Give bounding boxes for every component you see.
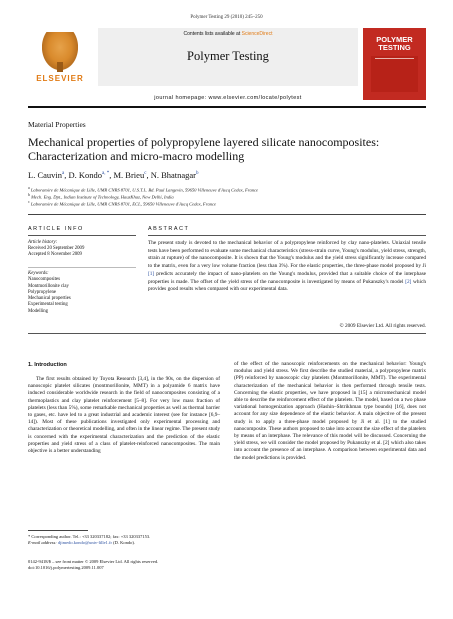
issn-line: 0142-9418/$ – see front matter © 2009 Elsevier Ltd. All rights reserved. — [28, 559, 159, 564]
email-line — [28, 540, 228, 546]
affiliation-sup: c — [28, 200, 30, 204]
abstract-part-1: The present study is devoted to the mechanical behavior of a polypropylene reinforced by clay nano-platelets. Uniaxial tensile tests have been performed to evaluate some mechanical characteristics (stress-strain curve, Young's modulus, yield stress, strength, strain at rupture) of the nanocomposite. It is shown that the Young's modulus and the yield stress significantly increase compared to the matrix, even for a very low volume fraction (less than 3%). For the elastic properties, the three-phase model proposed by Ji — [148, 240, 426, 270]
journal-title: Polymer Testing — [187, 49, 269, 63]
author-name[interactable]: D. Kondo — [68, 170, 103, 180]
author-sup[interactable]: c — [144, 171, 147, 177]
author-sup[interactable]: a — [62, 171, 65, 177]
journal-homepage[interactable]: journal homepage: www.elsevier.com/locate/polytest — [154, 95, 302, 101]
keywords-block — [28, 271, 138, 315]
article-title — [28, 135, 426, 163]
article-info-rule — [28, 235, 136, 236]
abstract-part-2: predicts accurately the impact of nano-platelets on the Young's modulus, provided that a suitable choice of the interphase properties is made. The offset of the yield stress of the nanocomposite is investigated by means of Pukanszky's model — [148, 270, 426, 285]
publisher-logo-text: ELSEVIER — [36, 74, 84, 83]
email-link[interactable]: djimedo.kondo@univ-lille1.fr — [57, 540, 112, 545]
email-label: E-mail address: — [28, 540, 58, 545]
affiliation-text: Laboratoire de Mécanique de Lille, UMR CNRS 8701, ECL, 59650 Villeneuve d'Ascq Cedex, France — [30, 201, 217, 207]
affiliation-sup: b — [28, 193, 30, 197]
article-history — [28, 240, 138, 258]
cover-title — [363, 36, 426, 52]
article-section: Material Properties — [28, 120, 86, 129]
author-sup[interactable]: b — [196, 171, 199, 177]
author-sup[interactable]: a, * — [102, 171, 110, 177]
elsevier-logo[interactable] — [28, 28, 92, 86]
affiliation — [28, 193, 174, 200]
received-date: Received 20 September 2009 — [28, 246, 85, 251]
journal-cover[interactable] — [363, 28, 426, 100]
abstract-copyright: © 2009 Elsevier Ltd. All rights reserved. — [339, 323, 426, 329]
keyword: Polypropylene — [28, 289, 56, 295]
abstract-end-rule — [28, 333, 426, 334]
affiliation-sup: a — [28, 186, 30, 190]
header-divider — [28, 106, 426, 108]
affiliation — [28, 186, 258, 193]
email-suffix: (D. Kondo). — [111, 540, 135, 545]
journal-header — [98, 28, 358, 86]
author-list: L. Cauvin$^a$, D. Kondo$^{a, *}$, M. Brieu$^c$, N. Bhatnagar$^b$ — [28, 170, 199, 180]
cover-title-line1: POLYMER — [376, 35, 413, 44]
doi-line[interactable]: doi:10.1016/j.polymertesting.2009.11.007 — [28, 565, 104, 571]
running-head: Polymer Testing 29 (2010) 245–250 — [190, 15, 263, 20]
keyword: Nanocomposites — [28, 277, 60, 283]
affiliation-text: Laboratoire de Mécanique de Lille, UMR CNRS 8701, U.S.T.L. Bd. Paul Langevin, 59650 Villeneuve d'Ascq Cedex, France — [30, 187, 259, 193]
author-name[interactable]: M. Brieu — [113, 170, 145, 180]
abstract-heading: ABSTRACT — [148, 226, 190, 232]
affiliation-divider — [28, 214, 426, 215]
cover-bar — [375, 58, 414, 59]
keyword: Modelling — [28, 308, 48, 314]
right-column-paragraph: of the effect of the nanoscopic reinforcements on the mechanical behavior: Young's modulus and yield stress. We first describe the studied material, a polypropylene matrix (PP) reinforced by nanoscopic clay platelets (Montmorillonite, MMT). The experimental characterization of the mechanical behavior is then performed through tensile tests. Concerning the elastic properties, we have proposed in [15] a micromechanical model able to describe the reinforcement effect of the platelets. The model, based on a two phase variational homogenization approach (Hashin–Shtrikhman type bounds) [16], does not account for any size dependence of the elastic behavior. A main objective of the present study is to apply a three-phase model proposed by Ji et al. [1] to the studied nanocomposite. These authors proposed to take into account the size effect of the platelets by means of an interphase. The relevance of this model will be discussed. Concerning the yield stress, we will consider the model proposed by Pukanszky et al. [2] which also takes into account the presence of an interphase. A comparison between experimental data and the model predictions is provided. — [234, 361, 426, 461]
cover-title-line2: TESTING — [378, 43, 411, 52]
title-line-2: Characterization and micro-macro modelling — [28, 149, 245, 163]
author-name[interactable]: L. Cauvin — [28, 170, 62, 180]
author-name[interactable]: N. Bhatnagar — [150, 170, 197, 180]
article-info-heading: ARTICLE INFO — [28, 226, 84, 232]
affiliation — [28, 200, 216, 207]
keywords-label: Keywords: — [28, 271, 49, 276]
keyword: Montmorillonite clay — [28, 283, 69, 289]
affiliation-text: Mech. Eng. Dpt., Indian Institute of Technology, HauzKhaz, New Delhi, India — [31, 194, 174, 200]
history-label: Article history: — [28, 240, 58, 245]
footnote-rule — [28, 530, 88, 531]
contents-prefix: Contents lists available at — [183, 31, 242, 37]
keyword: Mechanical properties — [28, 296, 71, 302]
footnote — [28, 534, 228, 546]
sciencedirect-link[interactable]: ScienceDirect — [241, 31, 273, 37]
title-line-1: Mechanical properties of polypropylene layered silicate nanocomposites: — [28, 135, 380, 149]
issn-block — [28, 559, 278, 571]
introduction-heading: 1. Introduction — [28, 362, 67, 368]
abstract-rule — [148, 235, 426, 236]
abstract-part-3: which provides good results when compared with our experimental data. — [148, 278, 426, 293]
citation-link[interactable]: [1] — [148, 270, 155, 277]
accepted-date: Accepted 8 November 2009 — [28, 252, 82, 257]
abstract-text — [148, 240, 426, 294]
cover-image — [371, 56, 418, 92]
keywords-rule — [28, 267, 136, 268]
tree-trunk-icon — [57, 62, 63, 72]
corresponding-author: * Corresponding author. Tel.: +33 320337182; fax: +33 320337153. — [28, 534, 151, 539]
citation-link[interactable]: [2] — [405, 278, 412, 285]
contents-line — [98, 31, 358, 37]
keyword: Experimental testing — [28, 302, 68, 308]
left-column-paragraph: The first results obtained by Toyota Research [3,4], in the 90s, on the dispersion of nanoscopic platelet silicates (montmorillonite, MMT) in a polyamide 6 matrix have induced considerable worldwide research in the field of nanocomposites consisting of a thermoplastics and clay platelet reinforcement [5–8]. For very low mass fraction of platelets (less than 5%), some remarkable mechanical properties as well as thermal barrier to gases, etc. have led to a great industrial and academic interest (see for instance [6,9–14]). Most of these publications investigated only experimental processing and characterization or theoretical modelling, and often in the linear regime. The present study is concerned with the experimental characterization and the prediction of the elastic properties and yield stress of a class of platelet-reinforced nanocomposites. The main objective is a better understanding — [28, 376, 220, 455]
